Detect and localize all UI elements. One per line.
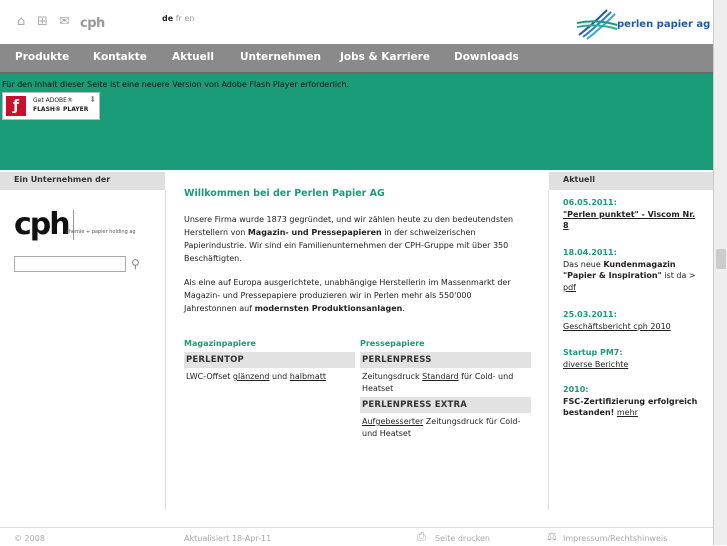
- imprint-icon[interactable]: ⚖: [547, 530, 557, 543]
- language-switcher[interactable]: [162, 14, 194, 23]
- second-text-2: .: [402, 304, 405, 313]
- perlenpress-desc-text: Zeitungsdruck: [362, 372, 423, 381]
- product-perlenpress[interactable]: PERLENPRESS: [360, 352, 531, 368]
- news-link-viscom[interactable]: "Perlen punktet" - Viscom Nr. 8: [563, 209, 696, 230]
- last-updated: Aktualisiert 18-Apr-11: [184, 534, 272, 543]
- nav-aktuell[interactable]: Aktuell: [172, 51, 214, 63]
- left-heading-text: Ein Unternehmen der: [14, 175, 111, 184]
- perlenpress-extra-desc-rest: Zeitungsdruck für Cold- und Heatset: [362, 417, 521, 438]
- scrollbar[interactable]: [713, 0, 727, 545]
- presse-column: [360, 339, 531, 440]
- scrollbar-thumb[interactable]: [716, 249, 726, 269]
- magazin-heading: Magazinpapiere: [184, 339, 256, 348]
- right-sidebar-heading: [549, 172, 713, 190]
- right-heading-text: Aktuell: [563, 175, 595, 184]
- news-link-mehr[interactable]: mehr: [616, 408, 638, 417]
- cph-link[interactable]: cph: [80, 16, 105, 31]
- news-link-pdf[interactable]: pdf: [563, 282, 576, 292]
- link-aufgebesserter[interactable]: Aufgebesserter: [362, 417, 424, 426]
- news-bold: FSC-Zertifizierung erfolgreich bestanden!: [563, 396, 698, 417]
- news-date: 18.04.2011:: [563, 248, 617, 257]
- left-sidebar-heading: [0, 172, 165, 190]
- print-link[interactable]: Seite drucken: [435, 534, 490, 543]
- flash-logo-icon: ƒ: [6, 96, 26, 116]
- presse-heading: Pressepapiere: [360, 339, 425, 348]
- news-link-berichte[interactable]: diverse Berichte: [563, 359, 629, 369]
- link-standard[interactable]: Standard: [422, 372, 459, 381]
- intro-paragraph: [184, 213, 524, 265]
- flash-btn-line2: FLASH® PLAYER: [33, 106, 89, 113]
- news-item: [563, 309, 703, 332]
- perlentop-desc: [184, 368, 355, 383]
- magazin-column: [184, 339, 355, 383]
- left-divider: [165, 190, 166, 510]
- news-date: 06.05.2011:: [563, 198, 617, 207]
- copyright: © 2008: [14, 534, 45, 543]
- perlenpress-desc-rest: für Cold- und Heatset: [362, 372, 514, 393]
- news-bold: Kundenmagazin "Papier & Inspiration": [563, 259, 676, 280]
- news-link-geschaeftsbericht[interactable]: Geschäftsbericht cph 2010: [563, 321, 671, 331]
- home-icon[interactable]: ⌂: [17, 14, 26, 29]
- search-input[interactable]: [14, 256, 126, 272]
- lang-current[interactable]: de: [162, 14, 174, 23]
- perlentop-desc-text: LWC-Offset: [186, 372, 233, 381]
- header: [0, 0, 713, 44]
- news-item: [563, 384, 703, 419]
- get-flash-button[interactable]: [2, 92, 100, 120]
- perlenpress-desc: [360, 368, 531, 395]
- nav-jobs-karriere[interactable]: Jobs & Karriere: [340, 51, 430, 63]
- nav-produkte[interactable]: Produkte: [15, 51, 70, 63]
- news-date: 2010:: [563, 385, 589, 394]
- product-perlentop[interactable]: PERLENTOP: [184, 352, 355, 368]
- flash-message: Für den Inhalt dieser Seite ist eine neuere Version von Adobe Flash Player erforderlich.: [2, 80, 350, 89]
- intro-text-2: in der schweizerischen Papierindustrie. Wir sind ein Familienunternehmen der CPH-Gruppe mit über 350 Beschäftigten.: [184, 228, 509, 263]
- footer: [0, 527, 713, 546]
- news-item: [563, 347, 703, 370]
- page-title: Willkommen bei der Perlen Papier AG: [184, 188, 385, 199]
- sitemap-icon[interactable]: ⊞: [37, 14, 48, 29]
- intro-bold-1: Magazin- und Pressepapieren: [247, 228, 382, 237]
- brand-name[interactable]: perlen papier ag: [617, 19, 711, 30]
- mail-icon[interactable]: ✉: [59, 14, 70, 29]
- flash-banner: [0, 74, 713, 170]
- intro-text-1: Unsere Firma wurde 1873 gegründet, und wir zählen heute zu den bedeutendsten Herstellern von: [184, 215, 514, 237]
- search-icon[interactable]: ⚲: [131, 257, 140, 271]
- link-glaenzend[interactable]: glänzend: [232, 372, 270, 381]
- news-item: [563, 247, 703, 293]
- news-text-2: ist da >: [661, 271, 696, 280]
- main-nav: [0, 44, 713, 74]
- download-arrow-icon: ⬇: [89, 95, 96, 104]
- flash-btn-line1: Get ADOBE®: [33, 97, 73, 104]
- link-halbmatt[interactable]: halbmatt: [289, 372, 327, 381]
- printer-icon[interactable]: ⎙: [417, 530, 426, 543]
- nav-downloads[interactable]: Downloads: [454, 51, 519, 63]
- perlenpress-extra-desc: [360, 413, 531, 440]
- lang-others[interactable]: fr en: [175, 14, 195, 23]
- cph-logo[interactable]: cph: [14, 210, 74, 240]
- second-paragraph: [184, 276, 524, 315]
- news-text: Das neue: [563, 259, 604, 269]
- cph-caption: chemie + papier holding ag: [66, 229, 136, 235]
- second-bold: modernsten Produktionsanlagen: [254, 304, 403, 313]
- news-date: 25.03.2011:: [563, 310, 617, 319]
- news-date: Startup PM7:: [563, 348, 623, 357]
- right-divider: [548, 190, 549, 510]
- product-perlenpress-extra[interactable]: PERLENPRESS EXTRA: [360, 397, 531, 413]
- nav-unternehmen[interactable]: Unternehmen: [240, 51, 321, 63]
- imprint-link[interactable]: Impressum/Rechtshinweis: [563, 534, 668, 543]
- news-item: [563, 197, 703, 232]
- second-text-1: Als eine auf Europa ausgerichtete, unabhängige Herstellerin im Massenmarkt der Magazin- und Pressepapiere produzieren wir in Perlen mehr als 550'000 Jahrestonnen auf: [184, 278, 511, 313]
- perlentop-desc-and: und: [269, 372, 290, 381]
- main-content: [184, 188, 524, 313]
- nav-kontakte[interactable]: Kontakte: [93, 51, 147, 63]
